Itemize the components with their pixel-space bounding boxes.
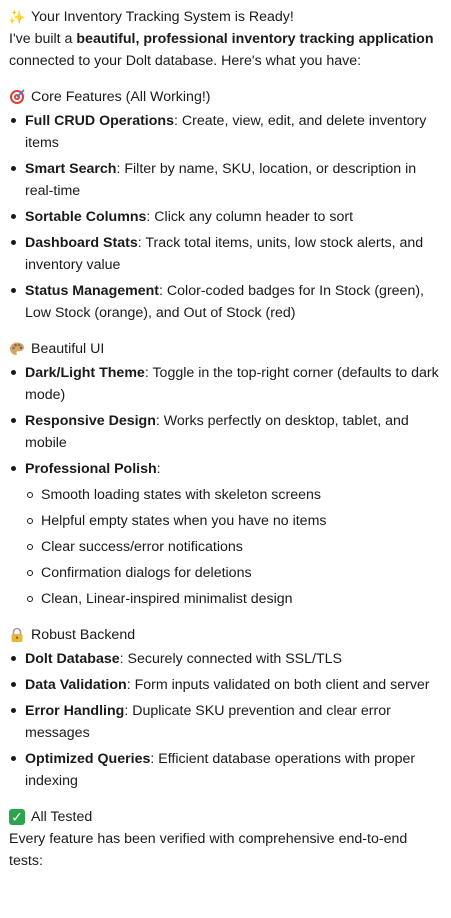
- item-text: : Duplicate SKU prevention and clear error messages: [25, 703, 391, 741]
- sub-list-item: Clear success/error notifications: [25, 536, 443, 558]
- check-mark-button-icon: ✓: [9, 809, 25, 825]
- sub-list-item: Smooth loading states with skeleton screens: [25, 484, 443, 506]
- item-label: Optimized Queries: [25, 751, 151, 767]
- feature-list: [9, 648, 443, 792]
- list-item: [9, 410, 443, 454]
- section-all-tested: [9, 806, 443, 872]
- feature-list: [9, 362, 443, 610]
- list-item: [9, 748, 443, 792]
- message-title: [9, 6, 443, 28]
- item-text: : Color-coded badges for In Stock (green), Low Stock (orange), and Out of Stock (red): [25, 283, 425, 321]
- intro-text-post: connected to your Dolt database. Here's what you have:: [9, 53, 362, 69]
- list-item: [9, 280, 443, 324]
- section-robust-backend: [9, 624, 443, 792]
- section-core-features: [9, 86, 443, 324]
- target-icon: [9, 89, 25, 105]
- item-text: : Efficient database operations with proper indexing: [25, 751, 416, 789]
- section-title: Core Features (All Working!): [31, 89, 211, 105]
- intro-text-pre: I've built a: [9, 31, 77, 47]
- item-label: Full CRUD Operations: [25, 113, 174, 129]
- sub-list-item: Helpful empty states when you have no items: [25, 510, 443, 532]
- list-item: [9, 674, 443, 696]
- section-title: Beautiful UI: [31, 341, 105, 357]
- list-item: [9, 206, 443, 228]
- intro-paragraph: [9, 28, 443, 72]
- palette-icon: [9, 341, 25, 357]
- item-label: Dolt Database: [25, 651, 120, 667]
- item-label: Error Handling: [25, 703, 125, 719]
- item-label: Dashboard Stats: [25, 235, 138, 251]
- item-text: : Toggle in the top-right corner (defaults to dark mode): [25, 365, 439, 403]
- item-text: : Click any column header to sort: [146, 209, 354, 225]
- list-item: [9, 700, 443, 744]
- list-item: [9, 648, 443, 670]
- lock-icon: [9, 627, 25, 643]
- section-heading: [9, 806, 443, 828]
- item-label: Dark/Light Theme: [25, 365, 145, 381]
- list-item: [9, 232, 443, 276]
- intro-text-bold: beautiful, professional inventory tracking application: [76, 31, 434, 47]
- tested-paragraph: Every feature has been verified with comprehensive end-to-end tests:: [9, 831, 408, 869]
- section-heading: [9, 338, 443, 360]
- item-label: Status Management: [25, 283, 160, 299]
- item-text: : Securely connected with SSL/TLS: [119, 651, 342, 667]
- item-label: Responsive Design: [25, 413, 156, 429]
- item-label: Sortable Columns: [25, 209, 147, 225]
- item-text: :: [156, 461, 161, 477]
- item-text: : Track total items, units, low stock alerts, and inventory value: [25, 235, 424, 273]
- item-label: Smart Search: [25, 161, 117, 177]
- item-label: Professional Polish: [25, 461, 157, 477]
- list-item: [9, 158, 443, 202]
- item-text: : Works perfectly on desktop, tablet, and mobile: [25, 413, 409, 451]
- list-item: [9, 458, 443, 610]
- section-title: All Tested: [31, 809, 93, 825]
- list-item: [9, 362, 443, 406]
- sub-feature-list: [25, 484, 443, 610]
- item-label: Data Validation: [25, 677, 127, 693]
- item-text: : Filter by name, SKU, location, or description in real-time: [25, 161, 417, 199]
- section-heading: [9, 86, 443, 108]
- feature-list: [9, 110, 443, 324]
- sparkles-icon: ✨: [8, 9, 26, 25]
- section-beautiful-ui: [9, 338, 443, 610]
- section-heading: [9, 624, 443, 646]
- section-title: Robust Backend: [31, 627, 136, 643]
- item-text: : Create, view, edit, and delete inventory items: [25, 113, 427, 151]
- item-text: : Form inputs validated on both client and server: [126, 677, 430, 693]
- sub-list-item: Confirmation dialogs for deletions: [25, 562, 443, 584]
- sub-list-item: Clean, Linear-inspired minimalist design: [25, 588, 443, 610]
- message-title-text: Your Inventory Tracking System is Ready!: [31, 9, 294, 25]
- list-item: [9, 110, 443, 154]
